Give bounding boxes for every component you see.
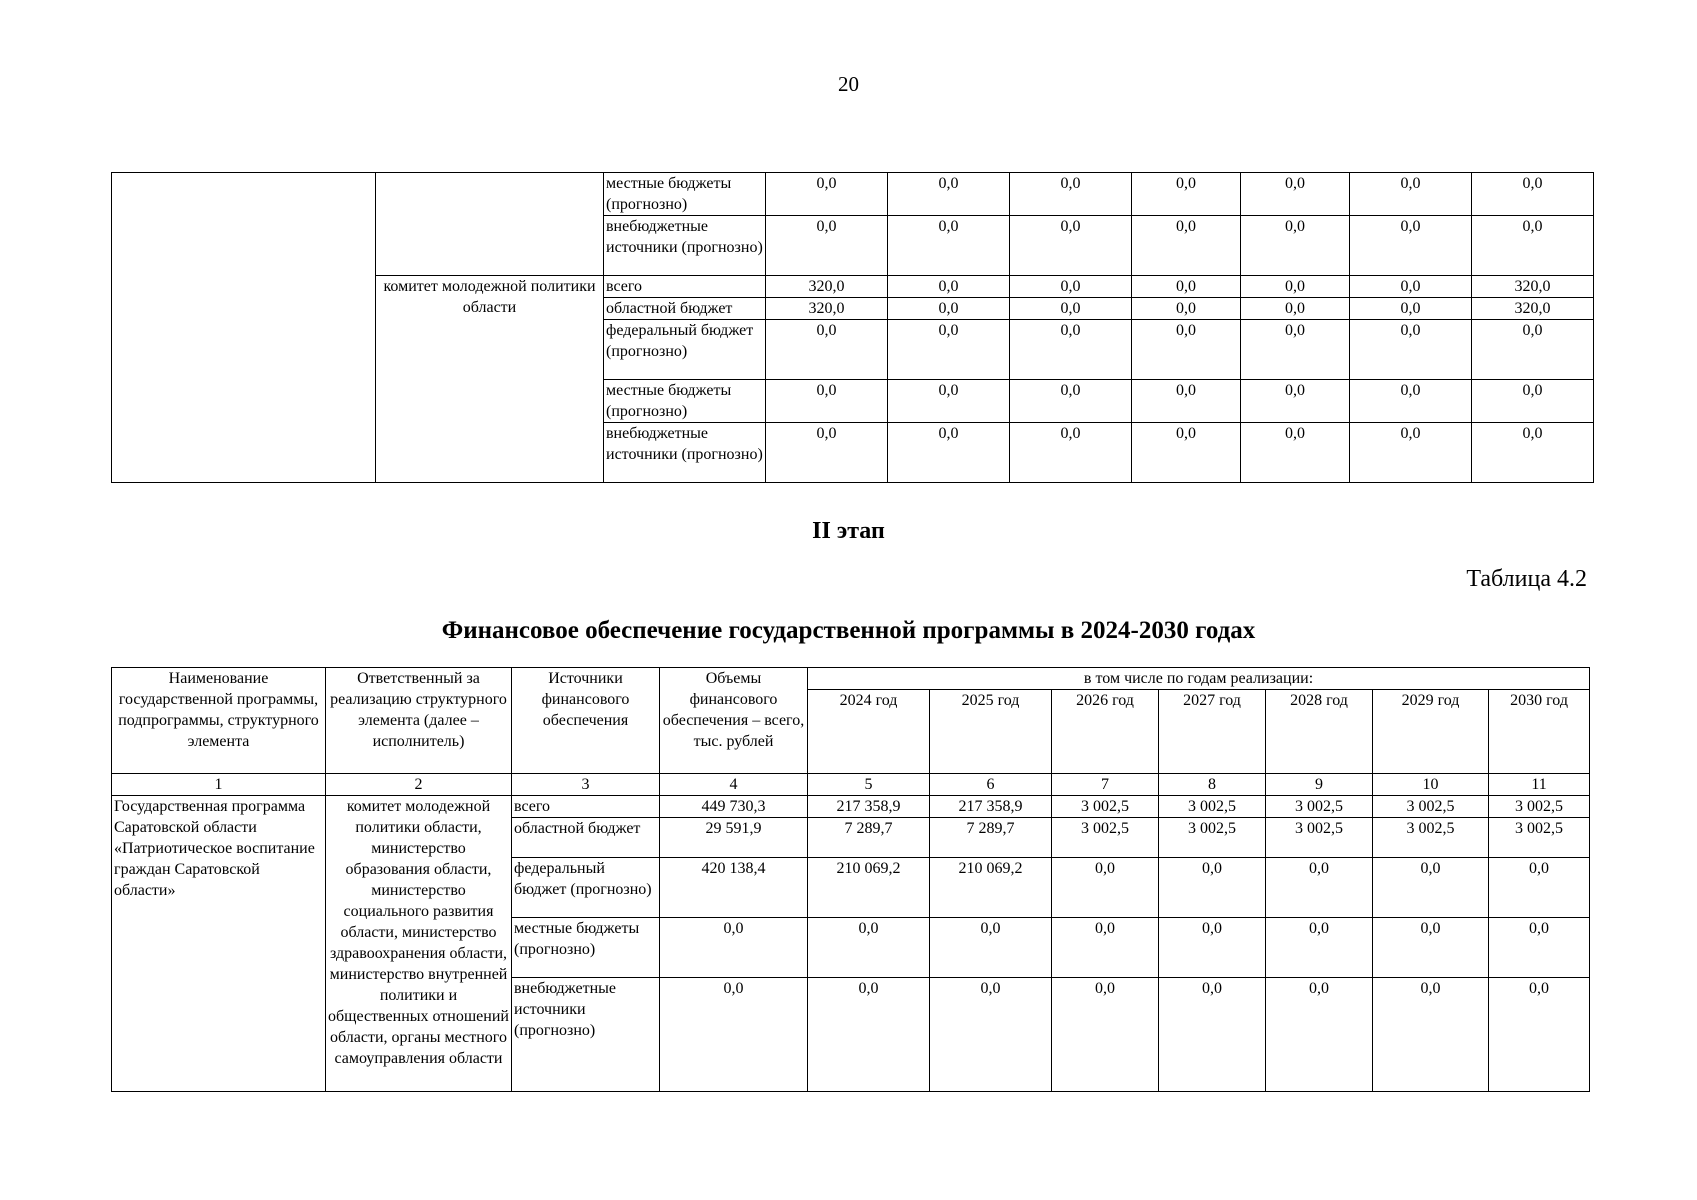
value-cell: 0,0 — [1472, 380, 1594, 423]
executor-cell: комитет молодежной политики области, министерство образования области, министерство социального развития области, министерство здравоохранения области, министерство внутренней политики и общественных отношений области, органы местного самоуправления области — [326, 796, 512, 1092]
source-cell: федеральный бюджет (прогнозно) — [604, 320, 766, 380]
value-cell: 0,0 — [1132, 320, 1241, 380]
source-cell: внебюджетные источники (прогнозно) — [512, 978, 660, 1092]
value-cell: 0,0 — [1472, 173, 1594, 216]
value-cell: 0,0 — [1350, 423, 1472, 483]
year-value-cell: 3 002,5 — [1266, 818, 1373, 858]
source-cell: местные бюджеты (прогнозно) — [604, 173, 766, 216]
value-cell: 0,0 — [1010, 216, 1132, 276]
value-cell: 0,0 — [1010, 423, 1132, 483]
column-number: 1 — [112, 774, 326, 796]
value-cell: 0,0 — [1010, 298, 1132, 320]
value-cell: 0,0 — [888, 320, 1010, 380]
value-cell: 0,0 — [1350, 380, 1472, 423]
year-value-cell: 0,0 — [1159, 918, 1266, 978]
value-cell: 0,0 — [766, 173, 888, 216]
header-year: 2029 год — [1373, 690, 1489, 774]
total-cell: 0,0 — [660, 978, 808, 1092]
header-year: 2025 год — [930, 690, 1052, 774]
table-title: Финансовое обеспечение государственной программы в 2024-2030 годах — [441, 617, 1256, 644]
year-value-cell: 0,0 — [1266, 918, 1373, 978]
column-number: 2 — [326, 774, 512, 796]
value-cell: 0,0 — [1010, 320, 1132, 380]
year-value-cell: 0,0 — [1052, 978, 1159, 1092]
header-program-name: Наименование государственной программы, подпрограммы, структурного элемента — [112, 668, 326, 774]
value-cell: 0,0 — [766, 380, 888, 423]
header-year: 2024 год — [808, 690, 930, 774]
value-cell: 0,0 — [1132, 173, 1241, 216]
value-cell: 0,0 — [1241, 276, 1350, 298]
source-cell: местные бюджеты (прогнозно) — [512, 918, 660, 978]
year-value-cell: 0,0 — [1266, 858, 1373, 918]
source-cell: федеральный бюджет (прогнозно) — [512, 858, 660, 918]
year-value-cell: 0,0 — [808, 978, 930, 1092]
year-value-cell: 0,0 — [1373, 918, 1489, 978]
value-cell: 0,0 — [888, 276, 1010, 298]
value-cell: 0,0 — [1241, 298, 1350, 320]
page-number: 20 — [838, 72, 859, 96]
year-value-cell: 0,0 — [1373, 858, 1489, 918]
year-value-cell: 0,0 — [930, 978, 1052, 1092]
source-cell: всего — [512, 796, 660, 818]
year-value-cell: 7 289,7 — [808, 818, 930, 858]
source-cell: областной бюджет — [604, 298, 766, 320]
header-year: 2028 год — [1266, 690, 1373, 774]
value-cell: 0,0 — [888, 380, 1010, 423]
year-value-cell: 3 002,5 — [1489, 818, 1590, 858]
year-value-cell: 0,0 — [1159, 858, 1266, 918]
year-value-cell: 0,0 — [1159, 978, 1266, 1092]
value-cell: 0,0 — [1350, 320, 1472, 380]
header-years-group: в том числе по годам реализации: — [808, 668, 1590, 690]
year-value-cell: 0,0 — [1373, 978, 1489, 1092]
header-sources: Источники финансового обеспечения — [512, 668, 660, 774]
table-row — [112, 796, 1590, 818]
year-value-cell: 0,0 — [1489, 978, 1590, 1092]
column-number: 10 — [1373, 774, 1489, 796]
financing-table — [111, 667, 1590, 1092]
year-value-cell: 217 358,9 — [808, 796, 930, 818]
header-row — [112, 668, 1590, 690]
value-cell: 0,0 — [1241, 423, 1350, 483]
column-numbers-row — [112, 774, 1590, 796]
year-value-cell: 3 002,5 — [1266, 796, 1373, 818]
total-cell: 449 730,3 — [660, 796, 808, 818]
value-cell: 0,0 — [1472, 320, 1594, 380]
value-cell: 320,0 — [1472, 298, 1594, 320]
source-cell: внебюджетные источники (прогнозно) — [604, 423, 766, 483]
value-cell: 320,0 — [1472, 276, 1594, 298]
value-cell: 0,0 — [1241, 216, 1350, 276]
value-cell: 0,0 — [1350, 276, 1472, 298]
value-cell: 0,0 — [1010, 380, 1132, 423]
value-cell: 0,0 — [1010, 173, 1132, 216]
value-cell: 0,0 — [1472, 423, 1594, 483]
year-value-cell: 3 002,5 — [1373, 818, 1489, 858]
value-cell: 0,0 — [888, 298, 1010, 320]
year-value-cell: 0,0 — [1489, 918, 1590, 978]
value-cell: 0,0 — [888, 423, 1010, 483]
value-cell: 0,0 — [766, 423, 888, 483]
total-cell: 29 591,9 — [660, 818, 808, 858]
year-value-cell: 0,0 — [808, 918, 930, 978]
value-cell: 0,0 — [766, 216, 888, 276]
source-cell: всего — [604, 276, 766, 298]
stage-title: II этап — [812, 518, 885, 544]
year-value-cell: 3 002,5 — [1159, 796, 1266, 818]
value-cell: 0,0 — [1350, 216, 1472, 276]
header-year: 2030 год — [1489, 690, 1590, 774]
year-value-cell: 0,0 — [930, 918, 1052, 978]
program-name-cell: Государственная программа Саратовской области «Патриотическое воспитание граждан Саратовской области» — [112, 796, 326, 1092]
column-number: 3 — [512, 774, 660, 796]
source-cell: местные бюджеты (прогнозно) — [604, 380, 766, 423]
value-cell: 320,0 — [766, 276, 888, 298]
value-cell: 0,0 — [1241, 173, 1350, 216]
value-cell: 0,0 — [1350, 298, 1472, 320]
column-number: 6 — [930, 774, 1052, 796]
year-value-cell: 0,0 — [1052, 858, 1159, 918]
year-value-cell: 217 358,9 — [930, 796, 1052, 818]
header-year: 2026 год — [1052, 690, 1159, 774]
year-value-cell: 3 002,5 — [1052, 796, 1159, 818]
continuation-table — [111, 172, 1594, 483]
header-total-volume: Объемы финансового обеспечения – всего, тыс. рублей — [660, 668, 808, 774]
value-cell: 0,0 — [1132, 380, 1241, 423]
column-number: 11 — [1489, 774, 1590, 796]
total-cell: 420 138,4 — [660, 858, 808, 918]
value-cell: 0,0 — [766, 320, 888, 380]
column-number: 8 — [1159, 774, 1266, 796]
source-cell: областной бюджет — [512, 818, 660, 858]
year-value-cell: 3 002,5 — [1489, 796, 1590, 818]
executor-cell — [376, 173, 604, 276]
year-value-cell: 3 002,5 — [1052, 818, 1159, 858]
total-cell: 0,0 — [660, 918, 808, 978]
value-cell: 0,0 — [1132, 423, 1241, 483]
value-cell: 0,0 — [1132, 276, 1241, 298]
source-cell: внебюджетные источники (прогнозно) — [604, 216, 766, 276]
value-cell: 0,0 — [888, 216, 1010, 276]
table-row — [112, 173, 1594, 216]
year-value-cell: 0,0 — [1489, 858, 1590, 918]
year-value-cell: 0,0 — [1266, 978, 1373, 1092]
column-number: 4 — [660, 774, 808, 796]
value-cell: 0,0 — [1010, 276, 1132, 298]
column-number: 5 — [808, 774, 930, 796]
year-value-cell: 210 069,2 — [808, 858, 930, 918]
header-executor: Ответственный за реализацию структурного элемента (далее – исполнитель) — [326, 668, 512, 774]
value-cell: 0,0 — [888, 173, 1010, 216]
value-cell: 0,0 — [1241, 380, 1350, 423]
value-cell: 0,0 — [1472, 216, 1594, 276]
executor-cell: комитет молодежной политики области — [376, 276, 604, 483]
year-value-cell: 7 289,7 — [930, 818, 1052, 858]
year-value-cell: 3 002,5 — [1159, 818, 1266, 858]
year-value-cell: 0,0 — [1052, 918, 1159, 978]
column-number: 7 — [1052, 774, 1159, 796]
value-cell: 0,0 — [1241, 320, 1350, 380]
year-value-cell: 3 002,5 — [1373, 796, 1489, 818]
value-cell: 0,0 — [1132, 298, 1241, 320]
value-cell: 0,0 — [1132, 216, 1241, 276]
program-name-cell — [112, 173, 376, 483]
header-year: 2027 год — [1159, 690, 1266, 774]
table-label: Таблица 4.2 — [1466, 566, 1587, 592]
value-cell: 320,0 — [766, 298, 888, 320]
value-cell: 0,0 — [1350, 173, 1472, 216]
year-value-cell: 210 069,2 — [930, 858, 1052, 918]
column-number: 9 — [1266, 774, 1373, 796]
